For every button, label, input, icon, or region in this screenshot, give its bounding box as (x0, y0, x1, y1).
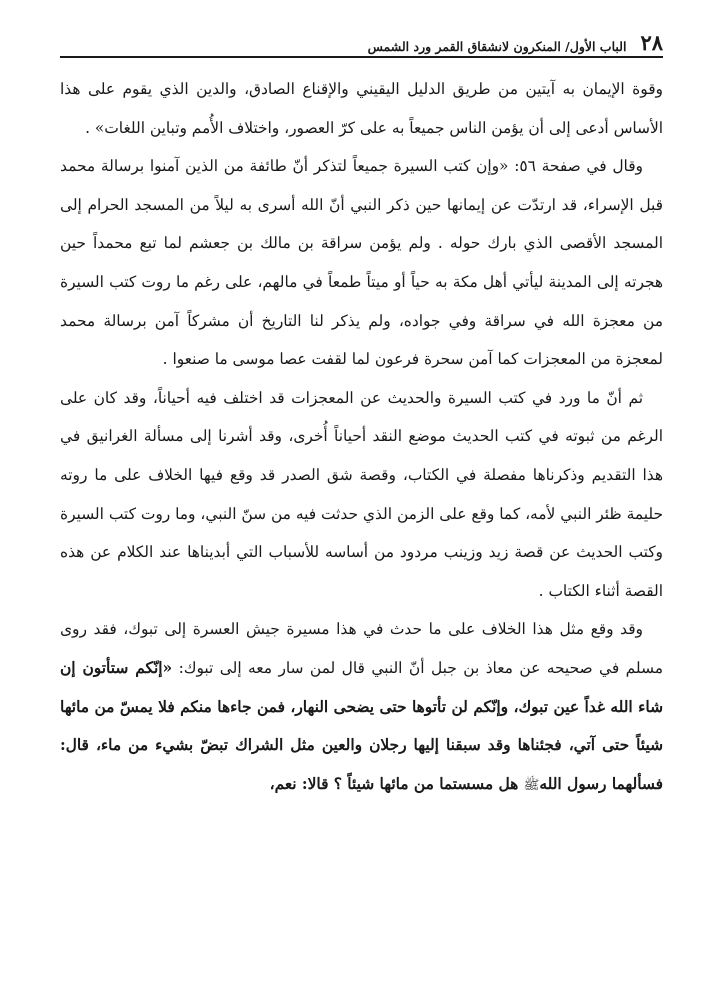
paragraph-3: ثم أنّ ما ورد في كتب السيرة والحديث عن المعجزات قد اختلف فيه أحياناً، وقد كان على الرغم من ثبوته في كتب الحديث موضع النقد أحياناً أُخرى، وقد أشرنا إلى مسألة الغرانيق في هذا التقديم وذكرناها مفصلة في الكتاب، وقصة شق الصدر قد وقع فيها الخلاف على ما روته حليمة ظئر النبي لأمه، كما وقع على الزمن الذي حدثت فيه من سنّ النبي، وما روت كتب السيرة وكتب الحديث عن قصة زيد وزينب مردود من أساسه للأسباب التي أبديناها عند الكلام عن هذه القصة أثناء الكتاب . (60, 388, 663, 600)
paragraph-1: وقوة الإيمان به آيتين من طريق الدليل اليقيني والإقناع الصادق، والدين الذي يقوم على هذا الأساس أدعى إلى أن يؤمن الناس جميعاً به على كرّ العصور، واختلاف الأُمم وتباين اللغات» . (60, 80, 663, 137)
body-text (60, 70, 663, 805)
page-number: ٢٨ (640, 30, 663, 55)
paragraph-4 (60, 610, 663, 805)
paragraph-4-intro: وقد وقع مثل هذا الخلاف على ما حدث في هذا مسيرة جيش العسرة إلى تبوك، فقد روى مسلم في صحيحه عن معاذ بن جبل أنّ النبي قال لمن سار معه إلى تبوك: (60, 620, 663, 677)
hadith-quote-continued: هل مسستما من مائها شيئاً ؟ قالا: نعم، (269, 774, 524, 793)
hadith-quote: «إنّكم ستأتون إن شاء الله غداً عين تبوك، وإنّكم لن تأتوها حتى يضحى النهار، فمن جاءها منكم فلا يمسّ من مائها شيئاً حتى آتي، فجئناها وقد سبقنا إليها رجلان والعين مثل الشراك تبضّ بشيء من ماء، قال: فسألهما رسول الله (60, 658, 663, 793)
running-head: الباب الأول/ المنكرون لانشقاق القمر ورد الشمس (367, 38, 627, 54)
honorific-glyph: ﷺ (523, 777, 540, 793)
page-header (60, 28, 663, 58)
paragraph-2: وقال في صفحة ٥٦: «وإن كتب السيرة جميعاً لتذكر أنّ طائفة من الذين آمنوا برسالة محمد قبل الإسراء، قد ارتدّت عن إيمانها حين ذكر النبي أنّ الله أسرى به ليلاً من المسجد الحرام إلى المسجد الأقصى الذي بارك حوله . ولم يؤمن سراقة بن مالك بن جعشم لما تبع محمداً حين هجرته إلى المدينة ليأتي أهل مكة به حياً أو ميتاً طمعاً في مالهم، على رغم ما روت كتب السيرة من معجزة الله في سراقة وفي جواده، ولم يذكر لنا التاريخ أن مشركاً آمن برسالة محمد لمعجزة من المعجزات كما آمن سحرة فرعون لما لقفت عصا موسى ما صنعوا . (60, 157, 663, 369)
